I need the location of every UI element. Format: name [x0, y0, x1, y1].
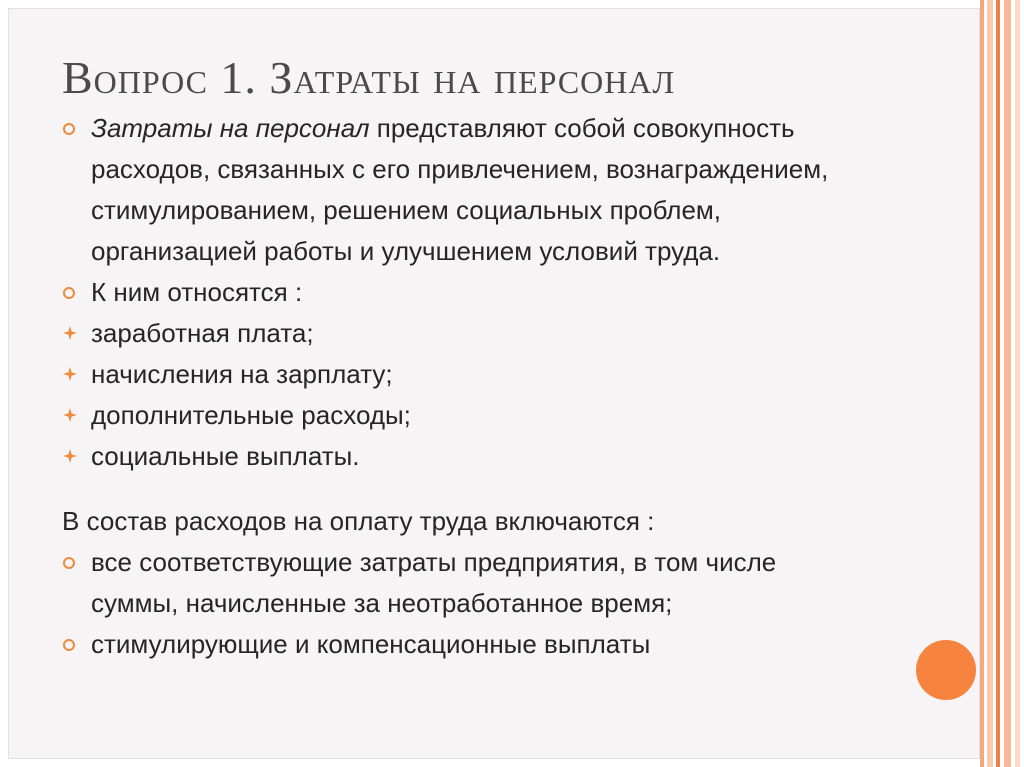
composition-1-line-1: все соответствующие затраты предприятия, в том числе — [91, 547, 777, 577]
stripe — [1004, 0, 1011, 767]
list-item-text: заработная плата; — [91, 318, 314, 348]
composition-1-line-2: суммы, начисленные за неотработанное время; — [91, 588, 673, 618]
ring-bullet-icon — [63, 557, 75, 569]
bullet-composition-2 — [62, 624, 942, 665]
composition-heading — [62, 501, 942, 542]
diamond-bullet-icon — [62, 407, 78, 423]
ring-bullet-icon — [63, 287, 75, 299]
slide-body — [62, 108, 942, 665]
intro-text: представляют собой совокупность — [369, 113, 795, 143]
stripe — [996, 0, 1000, 767]
list-item — [62, 313, 942, 354]
decorative-stripes — [980, 0, 1024, 767]
list-item — [62, 436, 942, 477]
spacer — [62, 477, 942, 501]
relates-label: К ним относятся : — [91, 277, 303, 307]
diamond-bullet-icon — [62, 325, 78, 341]
composition-heading-text: В состав расходов на оплату труда включаются : — [62, 506, 655, 536]
bullet-relates — [62, 272, 942, 313]
intro-line-4: организацией работы и улучшением условий труда. — [91, 236, 721, 266]
intro-line-3: стимулированием, решением социальных проблем, — [91, 195, 722, 225]
bullet-composition-1 — [62, 542, 942, 624]
decorative-circle — [916, 640, 976, 700]
composition-2-text: стимулирующие и компенсационные выплаты — [91, 629, 651, 659]
list-item-text: дополнительные расходы; — [91, 400, 411, 430]
diamond-bullet-icon — [62, 366, 78, 382]
stripe — [987, 0, 993, 767]
intro-emphasis: Затраты на персонал — [91, 113, 370, 143]
list-item-text: социальные выплаты. — [91, 441, 360, 471]
bullet-intro — [62, 108, 942, 272]
ring-bullet-icon — [63, 639, 75, 651]
diamond-bullet-icon — [62, 448, 78, 464]
list-item — [62, 354, 942, 395]
stripe — [980, 0, 984, 767]
ring-bullet-icon — [63, 123, 75, 135]
stripe — [1015, 0, 1020, 767]
slide-title: Вопрос 1. Затраты на персонал — [62, 52, 676, 103]
intro-line-2: расходов, связанных с его привлечением, вознаграждением, — [91, 154, 829, 184]
list-item-text: начисления на зарплату; — [91, 359, 393, 389]
list-item — [62, 395, 942, 436]
